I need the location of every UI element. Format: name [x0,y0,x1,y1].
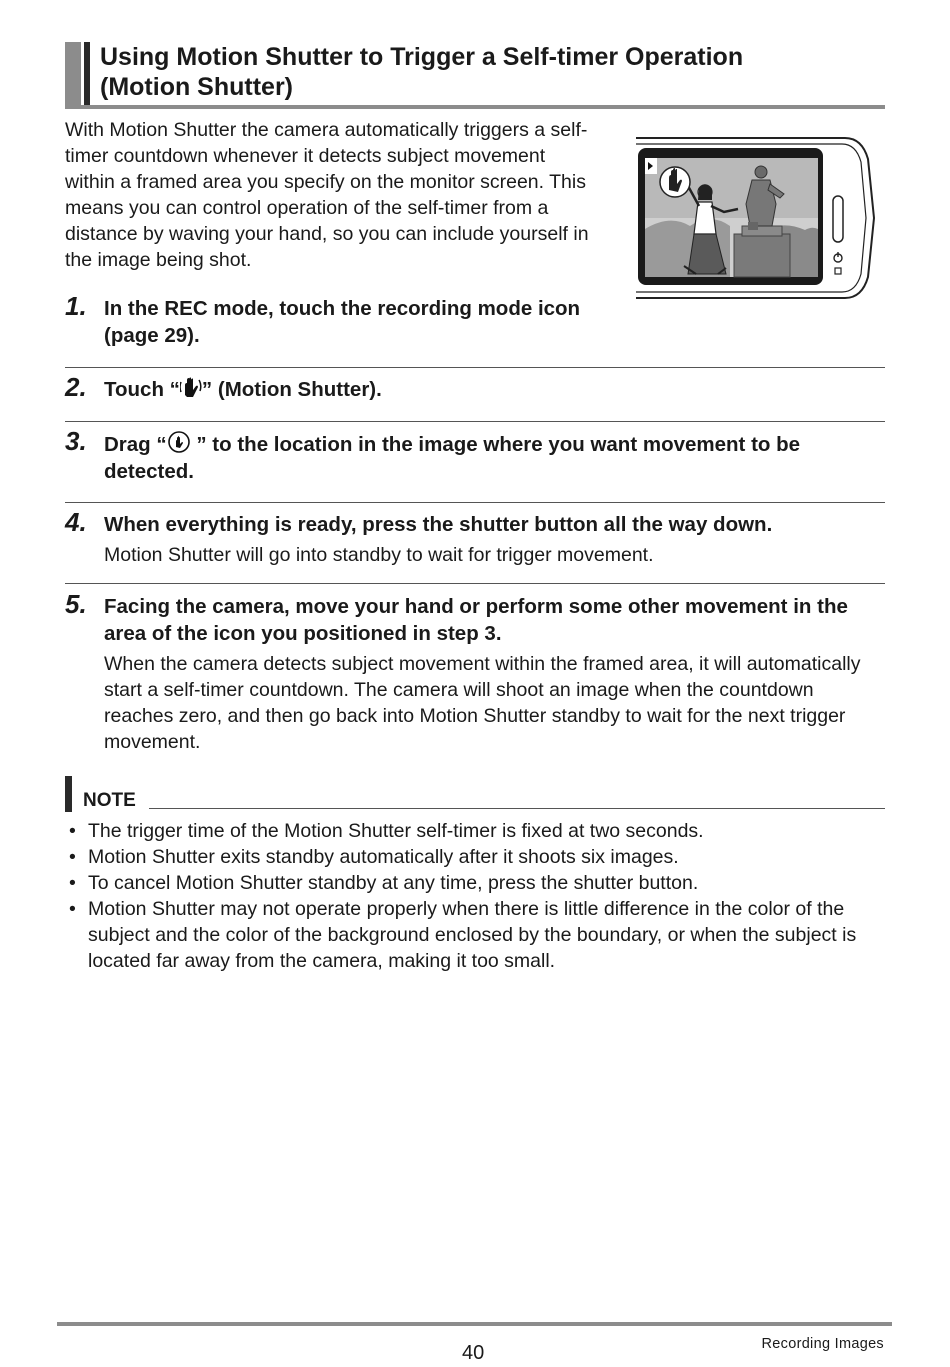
header-bar-light [65,42,81,106]
step-number: 3. [65,426,87,456]
section-header [65,42,885,110]
step-heading: In the REC mode, touch the recording mode icon (page 29). [104,297,581,347]
step-heading-part: Touch “ [104,378,180,401]
step-number: 4. [65,507,87,537]
page-number: 40 [462,1342,485,1364]
divider [65,421,885,422]
step-heading-part: ” to the location in the image where you want movement to be detected. [104,433,801,483]
page-title [100,42,743,102]
footer-section-name: Recording Images [761,1336,884,1352]
note-label: NOTE [83,790,136,811]
note-item: • Motion Shutter may not operate properly when there is little difference in the color of the subject and the color of the background enclosed by the boundary, or when the subject is located far away from the camera, making it too small. [65,896,885,974]
step-heading-part: ” (Motion Shutter). [201,378,382,401]
footer-rule [57,1322,892,1326]
step-heading: When everything is ready, press the shutter button all the way down. [104,513,773,536]
camera-illustration [630,134,880,302]
step-3 [65,426,885,485]
note-bar [65,776,72,812]
step-heading [104,430,885,485]
step-heading: Facing the camera, move your hand or perform some other movement in the area of the icon you positioned in step 3. [104,595,848,645]
note-item: • The trigger time of the Motion Shutter self-timer is fixed at two seconds. [65,818,885,844]
step-description: When the camera detects subject movement within the framed area, it will automatically start a self-timer countdown. The camera will shoot an image when the countdown reaches zero, and then go back into Motion Shutter standby to wait for the next trigger movement. [104,653,861,753]
divider [65,583,885,584]
page-title-line2: (Motion Shutter) [100,73,294,101]
note-item: • Motion Shutter exits standby automatically after it shoots six images. [65,844,885,870]
step-5 [65,589,885,755]
divider [65,502,885,503]
step-number: 5. [65,589,87,619]
motion-area-frame-icon [167,430,191,454]
note-list [65,818,885,974]
note-item: • To cancel Motion Shutter standby at any time, press the shutter button. [65,870,885,896]
header-bar-dark [84,42,90,106]
step-heading [104,376,885,403]
step-4 [65,507,885,568]
note-header [65,776,885,814]
header-underline [65,105,885,109]
step-description: Motion Shutter will go into standby to wait for trigger movement. [104,544,654,566]
page-title-line1: Using Motion Shutter to Trigger a Self-timer Operation [100,43,744,71]
step-number: 2. [65,372,87,402]
intro-paragraph: With Motion Shutter the camera automatically triggers a self-timer countdown whenever it detects subject movement within a framed area you specify on the monitor screen. This means you can control operation of the self-timer from a distance by waving your hand, so you can include yourself in the image being shot. [65,119,589,271]
step-2 [65,372,885,403]
divider [65,367,885,368]
step-1 [65,291,595,349]
note-underline [149,808,885,809]
motion-shutter-hand-icon [180,377,202,399]
step-heading-part: Drag “ [104,433,167,456]
step-number: 1. [65,291,87,321]
